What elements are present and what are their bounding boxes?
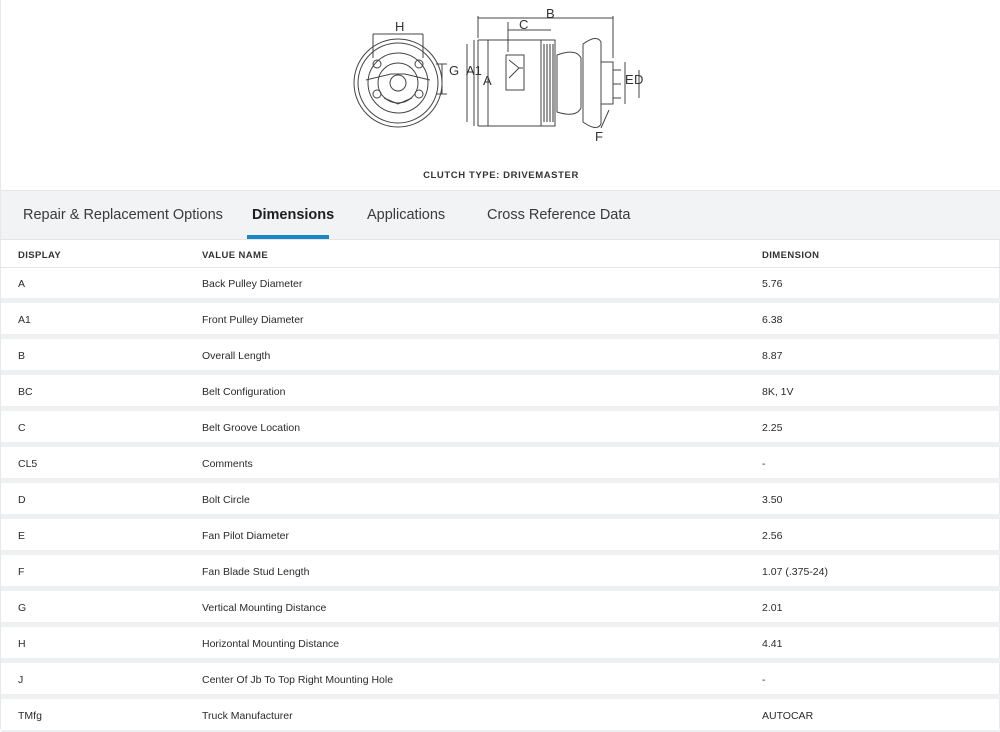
cell-display: F: [18, 566, 25, 578]
cell-value-name: Belt Configuration: [202, 386, 286, 398]
cell-display: TMfg: [18, 710, 42, 722]
cell-value-name: Horizontal Mounting Distance: [202, 638, 340, 650]
cell-dimension: 2.25: [762, 422, 783, 434]
cell-dimension: -: [762, 674, 766, 686]
cell-value-name: Front Pulley Diameter: [202, 314, 304, 326]
table-row: [1, 519, 1000, 555]
cell-value-name: Bolt Circle: [202, 494, 250, 506]
label-e: E: [625, 72, 634, 87]
cell-display: B: [18, 350, 26, 362]
table-row: [1, 699, 1000, 732]
cell-value-name: Vertical Mounting Distance: [202, 602, 327, 614]
cell-dimension: 2.01: [762, 602, 783, 614]
clutch-type-caption: CLUTCH TYPE: DRIVEMASTER: [423, 170, 579, 181]
label-f: F: [595, 129, 603, 144]
table-row: [1, 411, 1000, 447]
cell-value-name: Center Of Jb To Top Right Mounting Hole: [202, 674, 394, 686]
cell-display: BC: [18, 386, 33, 398]
header-display: DISPLAY: [18, 250, 62, 261]
cell-display: H: [18, 638, 26, 650]
cell-display: CL5: [18, 458, 38, 470]
tab-repair-replacement-options[interactable]: Repair & Replacement Options: [23, 207, 223, 223]
table-row: [1, 627, 1000, 663]
table-row: [1, 267, 1000, 303]
active-tab-indicator: [247, 235, 329, 239]
cell-dimension: 8K, 1V: [762, 386, 794, 398]
label-a: A: [483, 73, 492, 88]
table-row: [1, 303, 1000, 339]
table-row: [1, 483, 1000, 519]
table-header: [1, 240, 1000, 268]
label-b: B: [546, 6, 555, 21]
table-row: [1, 375, 1000, 411]
cell-dimension: 5.76: [762, 278, 783, 290]
label-c: C: [519, 17, 529, 32]
label-h: H: [395, 19, 405, 34]
header-value-name: VALUE NAME: [202, 250, 269, 261]
table-row: [1, 339, 1000, 375]
cell-display: C: [18, 422, 26, 434]
tab-cross-reference-data[interactable]: Cross Reference Data: [487, 207, 631, 223]
cell-dimension: 4.41: [762, 638, 783, 650]
cell-value-name: Belt Groove Location: [202, 422, 301, 434]
cell-dimension: 2.56: [762, 530, 783, 542]
table-row: [1, 663, 1000, 699]
cell-value-name: Overall Length: [202, 350, 271, 362]
cell-value-name: Comments: [202, 458, 253, 470]
diagram-area: [1, 0, 1000, 190]
cell-value-name: Truck Manufacturer: [202, 710, 293, 722]
cell-dimension: 3.50: [762, 494, 783, 506]
cell-value-name: Fan Blade Stud Length: [202, 566, 310, 578]
tab-applications[interactable]: Applications: [367, 207, 446, 223]
cell-dimension: 8.87: [762, 350, 783, 362]
clutch-drawing: [341, 5, 661, 150]
cell-display: D: [18, 494, 26, 506]
cell-display: J: [18, 674, 24, 686]
cell-dimension: 6.38: [762, 314, 783, 326]
tab-bar: [1, 190, 1000, 240]
label-d: D: [634, 72, 644, 87]
tab-dimensions[interactable]: Dimensions: [252, 207, 335, 223]
cell-display: A: [18, 278, 26, 290]
cell-display: E: [18, 530, 26, 542]
table-row: [1, 591, 1000, 627]
table-row: [1, 447, 1000, 483]
cell-value-name: Fan Pilot Diameter: [202, 530, 289, 542]
label-g: G: [449, 63, 460, 78]
cell-dimension: AUTOCAR: [762, 710, 814, 722]
cell-dimension: -: [762, 458, 766, 470]
header-dimension: DIMENSION: [762, 250, 820, 261]
table-row: [1, 555, 1000, 591]
cell-dimension: 1.07 (.375-24): [762, 566, 828, 578]
label-a1: A1: [466, 63, 482, 78]
cell-value-name: Back Pulley Diameter: [202, 278, 303, 290]
cell-display: A1: [18, 314, 31, 326]
cell-display: G: [18, 602, 27, 614]
